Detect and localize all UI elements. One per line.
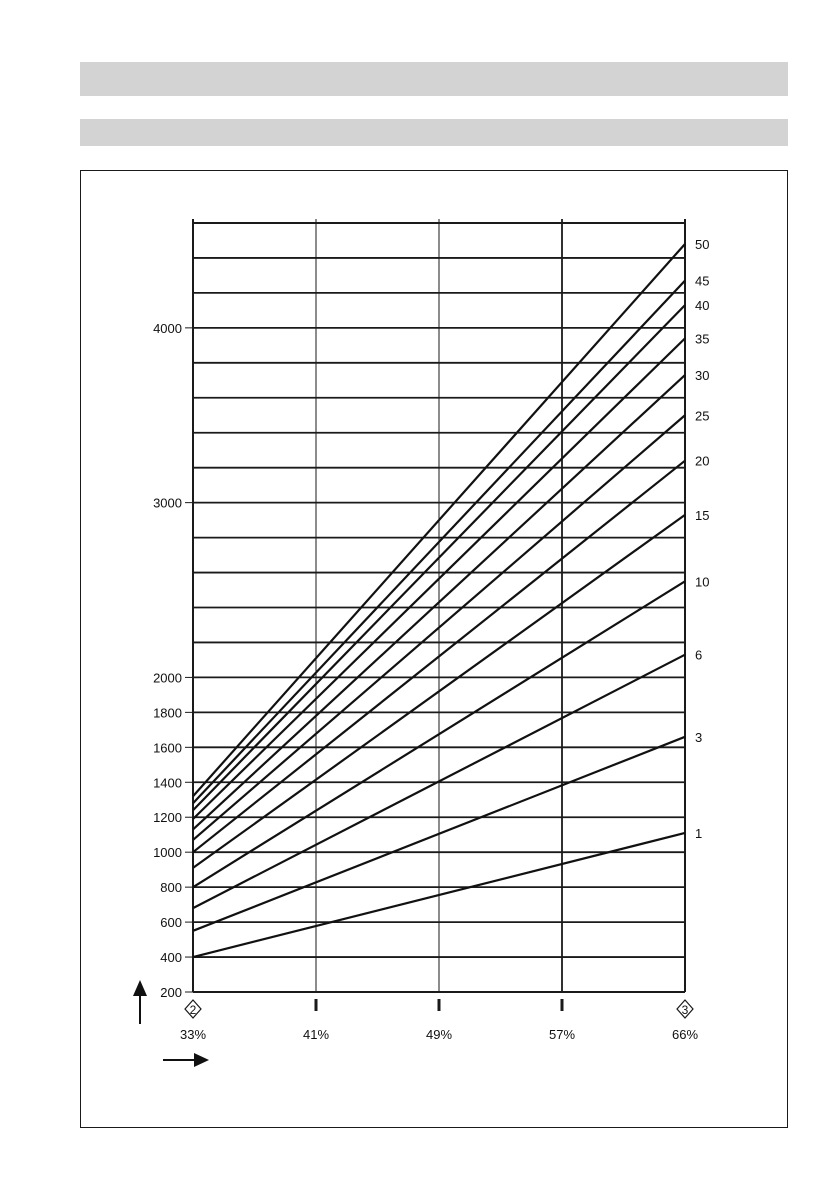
- y-tick-label: 4000: [153, 320, 182, 336]
- x-tick-label: 33%: [179, 1027, 207, 1042]
- y-tick-label: 1000: [153, 845, 182, 861]
- y-tick-label: 800: [160, 880, 182, 896]
- x-tick-label: 66%: [671, 1027, 699, 1042]
- y-tick-label: 400: [160, 950, 182, 966]
- series-label: 1: [695, 825, 703, 841]
- chart-frame: [80, 170, 788, 1128]
- y-tick-label: 1200: [153, 810, 182, 826]
- series-label: 10: [695, 574, 710, 590]
- header-band: [80, 62, 788, 96]
- series-label: 40: [695, 298, 710, 314]
- y-tick-label: 1400: [153, 775, 182, 791]
- series-label: 50: [695, 236, 710, 252]
- subheader-band: [80, 119, 788, 146]
- series-label: 15: [695, 507, 710, 523]
- chart-grid: [133, 219, 693, 1067]
- up-arrow-icon: [133, 980, 147, 996]
- x-tick-label: 41%: [302, 1027, 330, 1042]
- series-label: 30: [695, 368, 710, 384]
- y-tick-label: 1800: [153, 705, 182, 721]
- y-tick-label: 2000: [153, 670, 182, 686]
- series-label: 20: [695, 453, 710, 469]
- y-tick-label: 200: [160, 985, 182, 1000]
- series-label: 3: [695, 729, 703, 745]
- y-tick-label: 1600: [153, 740, 182, 756]
- series-label: 6: [695, 647, 703, 663]
- series-label: 35: [695, 331, 710, 347]
- x-marker-label: 2: [189, 1003, 197, 1017]
- x-tick-label: 57%: [548, 1027, 576, 1042]
- y-tick-label: 600: [160, 915, 182, 931]
- series-label: 25: [695, 408, 710, 424]
- y-tick-label: 3000: [153, 495, 182, 511]
- x-marker-label: 3: [681, 1003, 689, 1017]
- line-chart: [81, 171, 787, 1127]
- x-tick-label: 49%: [425, 1027, 453, 1042]
- right-arrow-icon: [194, 1053, 209, 1067]
- series-label: 45: [695, 273, 710, 289]
